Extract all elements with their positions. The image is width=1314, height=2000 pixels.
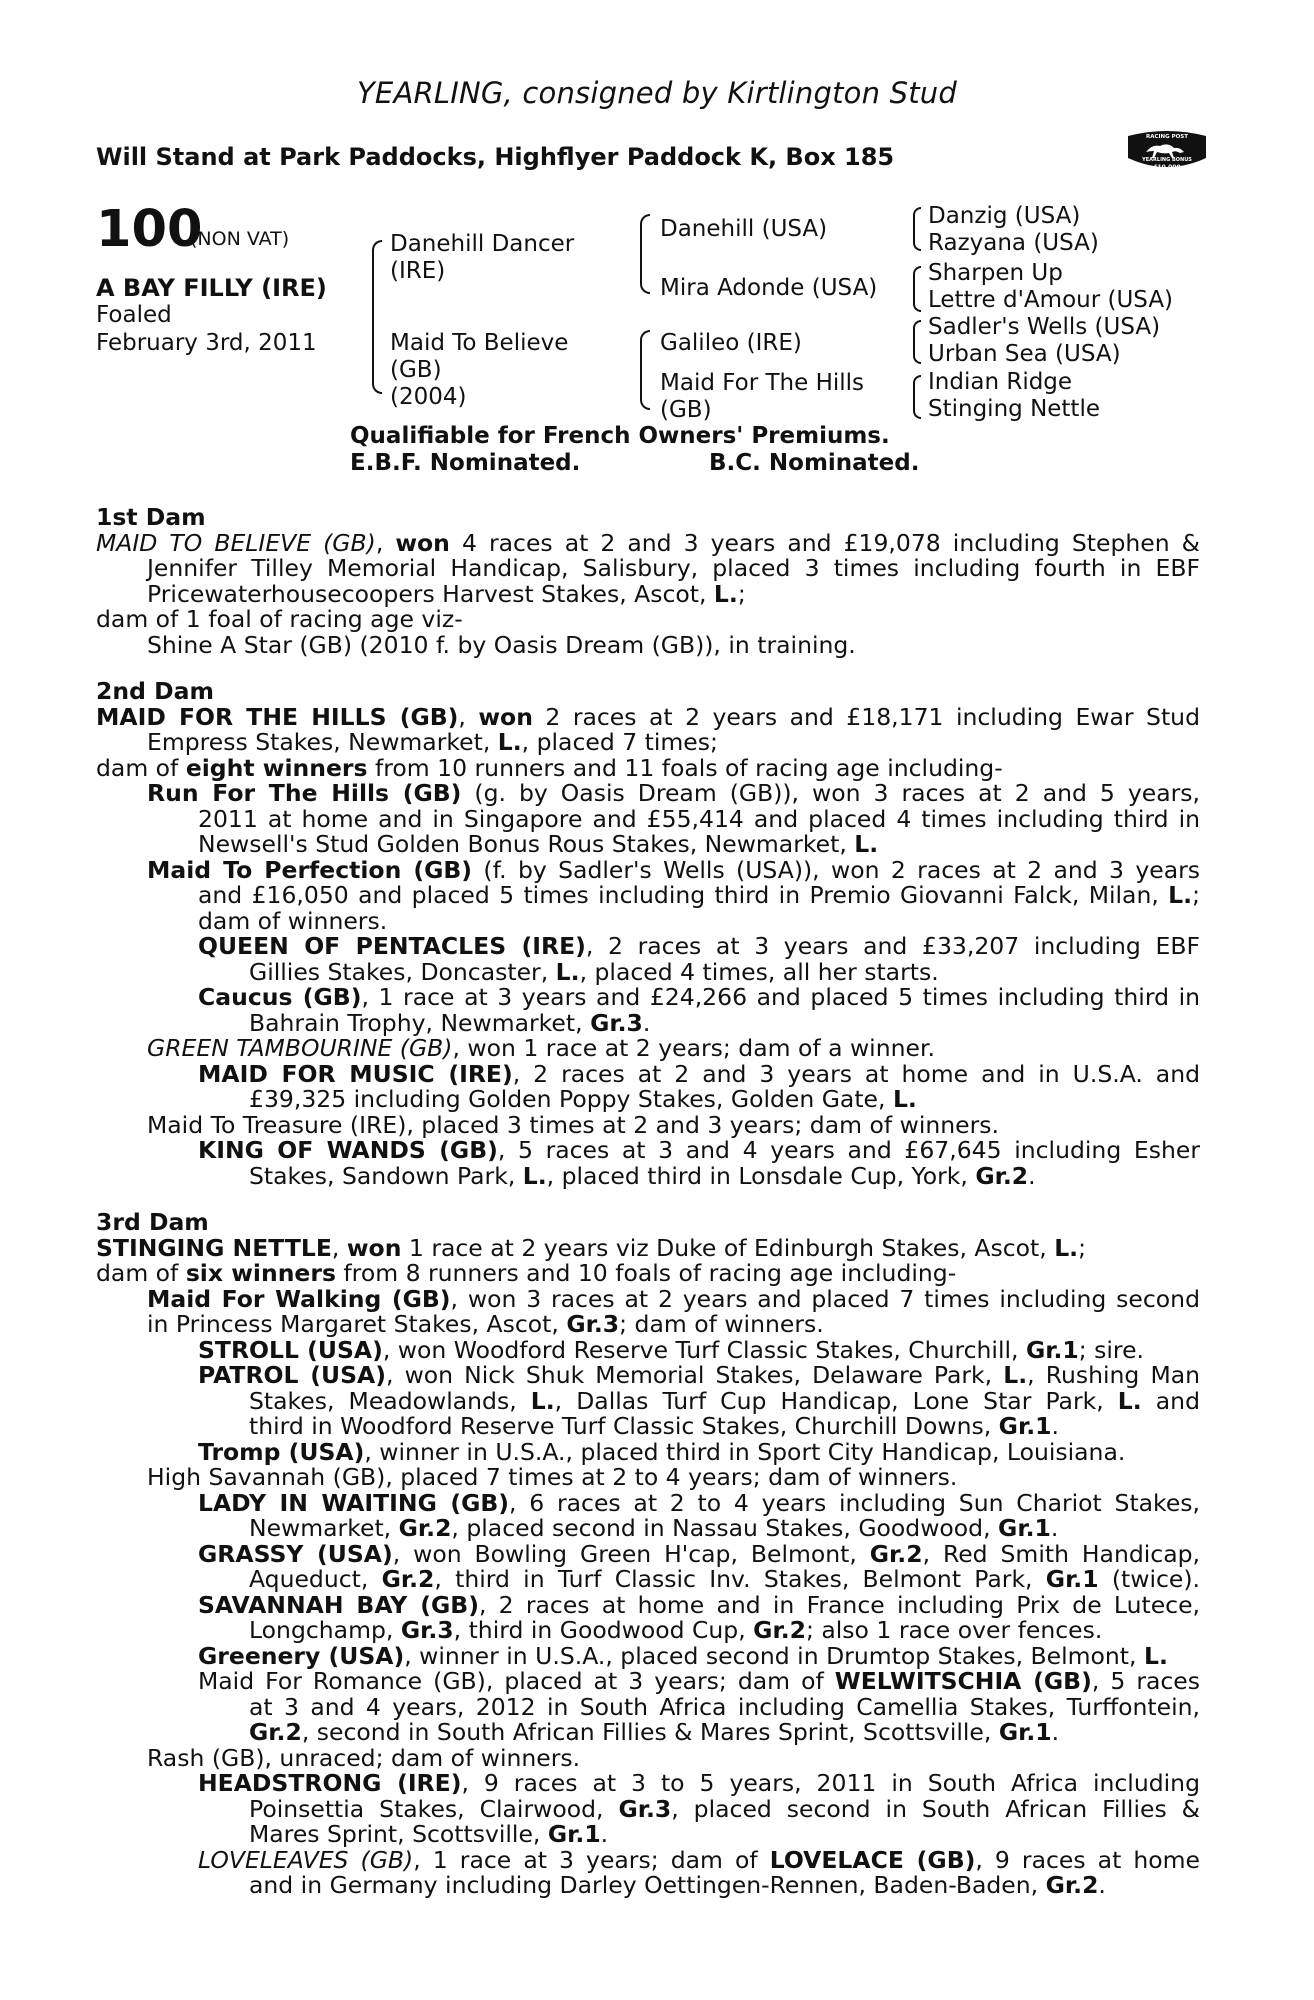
g4-1: Danzig (USA) xyxy=(928,203,1081,229)
dam3-line: Gr.2, second in South African Fillies & Mares Sprint, Scottsville, Gr.1. xyxy=(249,1720,1060,1746)
badge-line-3: £10,000 xyxy=(1153,164,1181,171)
sire-origin: (IRE) xyxy=(390,258,446,284)
dam-origin: (GB) xyxy=(390,357,442,383)
g4-3: Sharpen Up xyxy=(928,260,1063,286)
sire-sire: Danehill (USA) xyxy=(660,216,828,242)
dam3-line: LADY IN WAITING (GB), 6 races at 2 to 4 years including Sun Chariot Stakes, xyxy=(198,1490,1200,1516)
dam3-line: High Savannah (GB), placed 7 times at 2 to 4 years; dam of winners. xyxy=(147,1465,958,1491)
bc-nomination: B.C. Nominated. xyxy=(709,450,920,476)
dam3-line: SAVANNAH BAY (GB), 2 races at home and in France including Prix de Lutece, xyxy=(198,1592,1200,1618)
dam2-line: dam of winners. xyxy=(198,908,388,934)
dam3-line: Poinsettia Stakes, Clairwood, Gr.3, placed second in South African Fillies & xyxy=(249,1796,1200,1822)
dam3-line: GRASSY (USA), won Bowling Green H'cap, Belmont, Gr.2, Red Smith Handicap, xyxy=(198,1541,1200,1567)
dam-year: (2004) xyxy=(390,384,467,410)
pedigree-brace-sire xyxy=(640,214,650,294)
dam3-line: dam of six winners from 8 runners and 10 foals of racing age including- xyxy=(96,1261,957,1287)
g4-7: Indian Ridge xyxy=(928,369,1073,395)
dam3-line: PATROL (USA), won Nick Shuk Memorial Stakes, Delaware Park, L., Rushing Man xyxy=(198,1363,1200,1389)
pedigree-brace-g3-3 xyxy=(913,320,921,364)
dam2-heading: 2nd Dam xyxy=(96,677,214,705)
dam2-line: Caucus (GB), 1 race at 3 years and £24,266 and placed 5 times including third in xyxy=(198,985,1200,1011)
pedigree-brace-gen1 xyxy=(372,240,382,394)
lot-number: 100 xyxy=(96,200,203,259)
g4-6: Urban Sea (USA) xyxy=(928,341,1121,367)
pedigree-brace-g3-1 xyxy=(913,207,921,251)
dam2-line: MAID FOR MUSIC (IRE), 2 races at 2 and 3 years at home and in U.S.A. and xyxy=(198,1061,1200,1087)
dam1-line: dam of 1 foal of racing age viz- xyxy=(96,607,463,633)
dam3-line: STROLL (USA), won Woodford Reserve Turf Classic Stakes, Churchill, Gr.1; sire. xyxy=(198,1337,1144,1363)
badge-line-2: YEARLING BONUS xyxy=(1142,157,1192,163)
dam3-line: Maid For Romance (GB), placed at 3 years; dam of WELWITSCHIA (GB), 5 races xyxy=(198,1669,1200,1695)
g4-2: Razyana (USA) xyxy=(928,230,1099,256)
dam-name: Maid To Believe xyxy=(390,330,569,356)
dam1-heading: 1st Dam xyxy=(96,503,206,531)
dam3-line: in Princess Margaret Stakes, Ascot, Gr.3; dam of winners. xyxy=(147,1312,824,1338)
dam3-line: HEADSTRONG (IRE), 9 races at 3 to 5 years, 2011 in South Africa including xyxy=(198,1771,1200,1797)
dam1-line: Shine A Star (GB) (2010 f. by Oasis Dream (GB)), in training. xyxy=(147,632,856,658)
dam2-line: GREEN TAMBOURINE (GB), won 1 race at 2 years; dam of a winner. xyxy=(147,1036,935,1062)
dam2-line: Gillies Stakes, Doncaster, L., placed 4 times, all her starts. xyxy=(249,959,939,985)
sire-dam: Mira Adonde (USA) xyxy=(660,275,878,301)
dam2-line: dam of eight winners from 10 runners and 11 foals of racing age including- xyxy=(96,755,1003,781)
consignment-line: YEARLING, consigned by Kirtlington Stud xyxy=(357,76,957,110)
dam2-line: and £16,050 and placed 5 times including third in Premio Giovanni Falck, Milan, L.; xyxy=(198,883,1200,909)
sire-name: Danehill Dancer xyxy=(390,231,575,257)
stand-location: Will Stand at Park Paddocks, Highflyer Paddock K, Box 185 xyxy=(96,143,895,171)
dam3-line: Aqueduct, Gr.2, third in Turf Classic Inv. Stakes, Belmont Park, Gr.1 (twice). xyxy=(249,1567,1200,1593)
badge-line-1: RACING POST xyxy=(1145,134,1189,140)
dam-dam-origin: (GB) xyxy=(660,397,712,423)
dam2-line: MAID FOR THE HILLS (GB), won 2 races at 2 years and £18,171 including Ewar Stud xyxy=(96,704,1200,730)
dam2-line: Stakes, Sandown Park, L., placed third in Lonsdale Cup, York, Gr.2. xyxy=(249,1163,1036,1189)
dam3-line: Greenery (USA), winner in U.S.A., placed second in Drumtop Stakes, Belmont, L. xyxy=(198,1643,1168,1669)
dam-sire: Galileo (IRE) xyxy=(660,330,802,356)
dam-dam: Maid For The Hills xyxy=(660,370,865,396)
dam2-line: Newsell's Stud Golden Bonus Rous Stakes, Newmarket, L. xyxy=(198,832,879,858)
vat-status: (NON VAT) xyxy=(190,228,290,250)
dam3-line: at 3 and 4 years, 2012 in South Africa including Camellia Stakes, Turffontein, xyxy=(249,1694,1200,1720)
dam2-section xyxy=(96,705,1200,1190)
dam2-line: Run For The Hills (GB) (g. by Oasis Dream (GB)), won 3 races at 2 and 5 years, xyxy=(147,781,1200,807)
dam3-line: Stakes, Meadowlands, L., Dallas Turf Cup Handicap, Lone Star Park, L. and xyxy=(249,1388,1200,1414)
pedigree-brace-dam xyxy=(640,330,650,410)
dam3-line: STINGING NETTLE, won 1 race at 2 years viz Duke of Edinburgh Stakes, Ascot, L.; xyxy=(96,1235,1087,1261)
dam2-line: KING OF WANDS (GB), 5 races at 3 and 4 years and £67,645 including Esher xyxy=(198,1138,1200,1164)
g4-5: Sadler's Wells (USA) xyxy=(928,314,1161,340)
dam3-heading: 3rd Dam xyxy=(96,1208,209,1236)
g4-8: Stinging Nettle xyxy=(928,396,1100,422)
pedigree-brace-g3-4 xyxy=(913,375,921,419)
pedigree-brace-g3-2 xyxy=(913,266,921,312)
ebf-nomination: E.B.F. Nominated. xyxy=(350,450,581,476)
dam3-line: Maid For Walking (GB), won 3 races at 2 years and placed 7 times including second xyxy=(147,1286,1200,1312)
horse-description: A BAY FILLY (IRE) xyxy=(96,274,327,302)
dam3-line: LOVELEAVES (GB), 1 race at 3 years; dam of LOVELACE (GB), 9 races at home xyxy=(198,1847,1200,1873)
dam3-line: Mares Sprint, Scottsville, Gr.1. xyxy=(249,1822,609,1848)
dam3-line: Longchamp, Gr.3, third in Goodwood Cup, Gr.2; also 1 race over fences. xyxy=(249,1618,1103,1644)
foaled-label: Foaled xyxy=(96,302,172,328)
dam3-line: Tromp (USA), winner in U.S.A., placed third in Sport City Handicap, Louisiana. xyxy=(198,1439,1126,1465)
catalogue-body xyxy=(96,505,1200,1899)
french-premiums-note: Qualifiable for French Owners' Premiums. xyxy=(350,423,890,449)
dam1-line: Pricewaterhousecoopers Harvest Stakes, Ascot, L.; xyxy=(147,581,746,607)
g4-4: Lettre d'Amour (USA) xyxy=(928,287,1174,313)
racing-post-yearling-bonus-icon xyxy=(1124,128,1210,174)
dam2-line: Maid To Treasure (IRE), placed 3 times at 2 and 3 years; dam of winners. xyxy=(147,1112,999,1138)
dam2-line: Empress Stakes, Newmarket, L., placed 7 times; xyxy=(147,730,718,756)
dam3-line: and in Germany including Darley Oettingen-Rennen, Baden-Baden, Gr.2. xyxy=(249,1873,1106,1899)
dam3-line: third in Woodford Reserve Turf Classic Stakes, Churchill Downs, Gr.1. xyxy=(249,1414,1059,1440)
dam2-line: Maid To Perfection (GB) (f. by Sadler's Wells (USA)), won 2 races at 2 and 3 years xyxy=(147,857,1200,883)
dam3-line: Rash (GB), unraced; dam of winners. xyxy=(147,1745,581,1771)
foaled-date: February 3rd, 2011 xyxy=(96,330,317,356)
dam2-line: 2011 at home and in Singapore and £55,414 and placed 4 times including third in xyxy=(198,806,1200,832)
dam3-section xyxy=(96,1236,1200,1899)
dam2-line: £39,325 including Golden Poppy Stakes, Golden Gate, L. xyxy=(249,1087,917,1113)
dam2-line: Bahrain Trophy, Newmarket, Gr.3. xyxy=(249,1010,651,1036)
dam1-section xyxy=(96,531,1200,659)
dam1-line: Jennifer Tilley Memorial Handicap, Salisbury, placed 3 times including fourth in EBF xyxy=(147,556,1200,582)
dam1-line: MAID TO BELIEVE (GB), won 4 races at 2 and 3 years and £19,078 including Stephen & xyxy=(96,530,1200,556)
dam3-line: Newmarket, Gr.2, placed second in Nassau Stakes, Goodwood, Gr.1. xyxy=(249,1516,1059,1542)
dam2-line: QUEEN OF PENTACLES (IRE), 2 races at 3 years and £33,207 including EBF xyxy=(198,934,1200,960)
